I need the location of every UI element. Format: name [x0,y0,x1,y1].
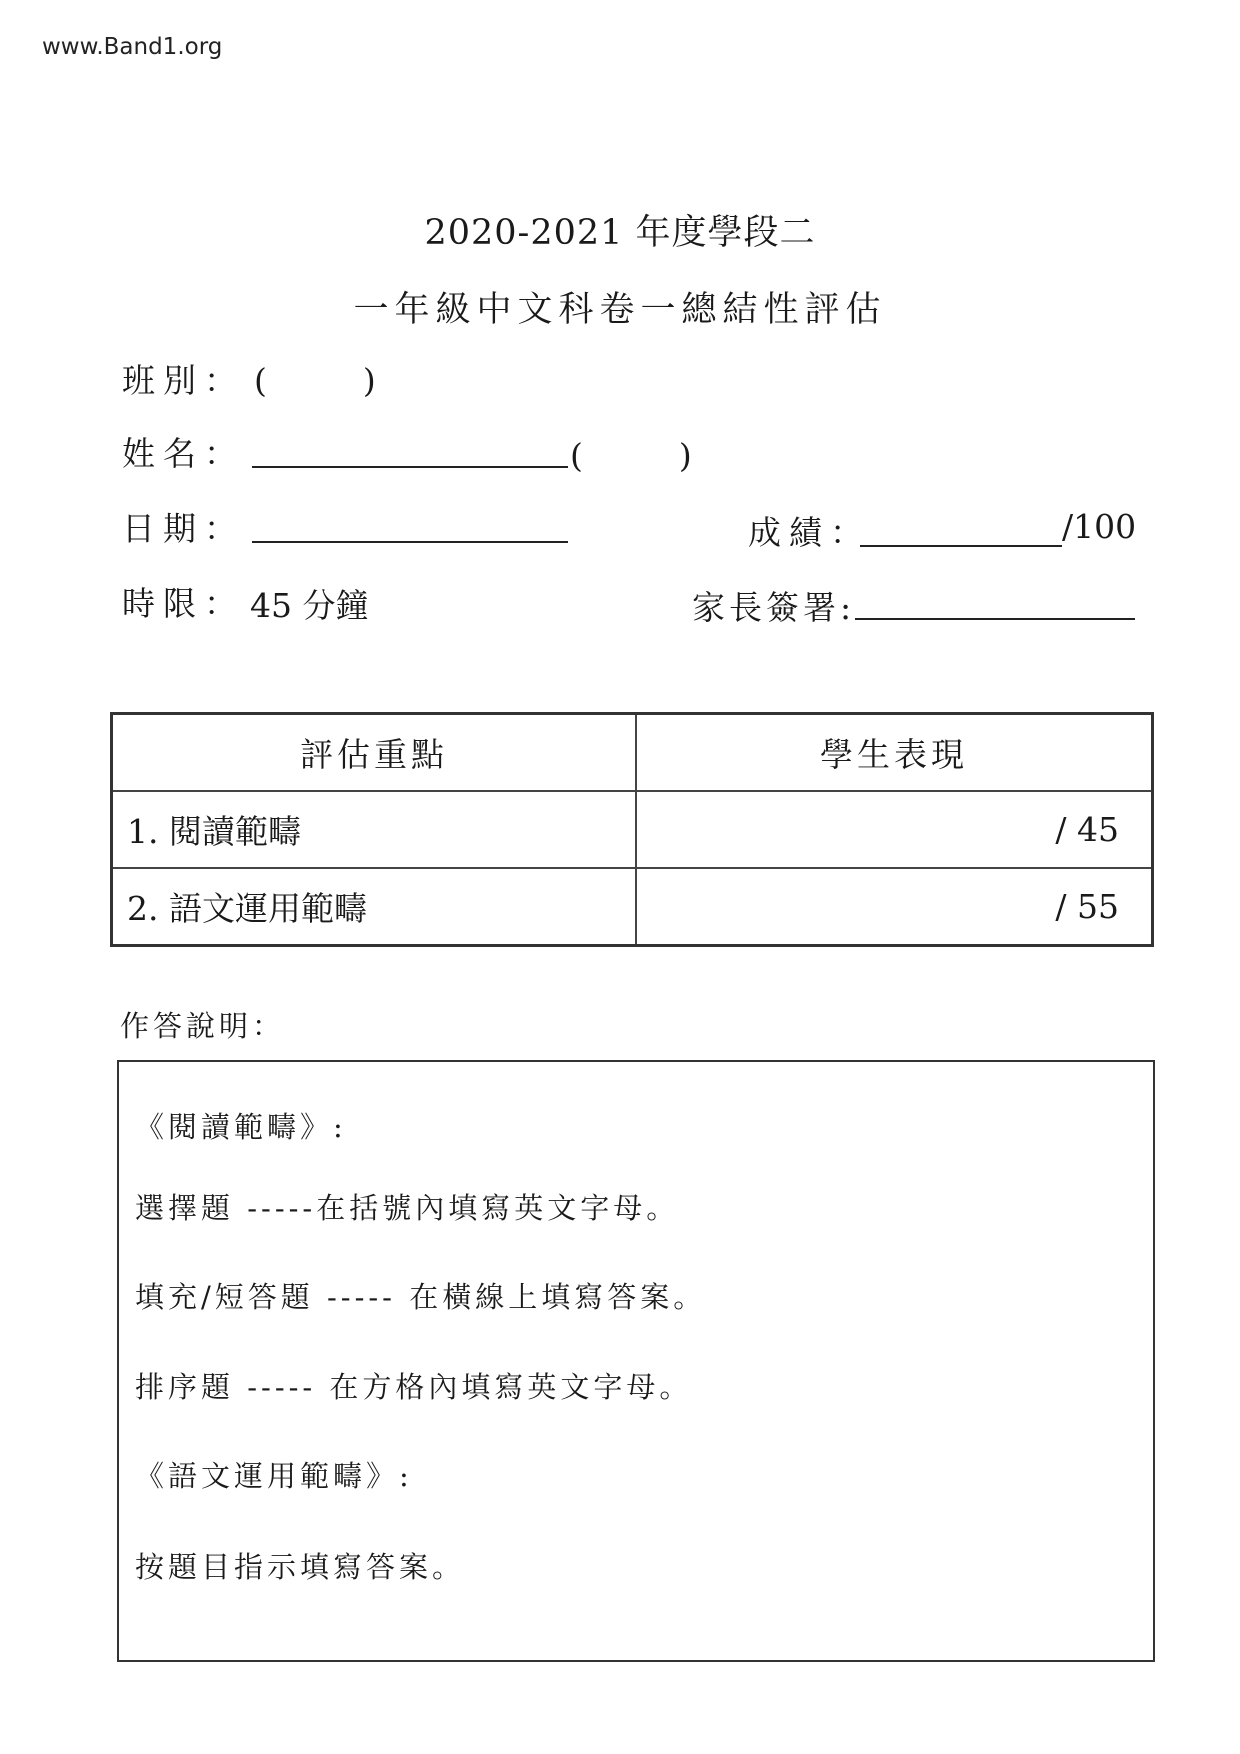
instruction-line: 選擇題 -----在括號內填寫英文字母。 [135,1191,680,1225]
table-header: 學生表現 [636,714,1153,792]
instruction-line: 填充/短答題 ----- 在橫線上填寫答案。 [135,1280,707,1314]
name-input-line[interactable] [252,466,568,468]
date-label: 日期： [122,509,245,548]
instruction-line: 《語文運用範疇》: [135,1459,413,1493]
table-header-row [112,714,1153,792]
class-field[interactable]: ( ) [254,361,386,400]
table-header: 評估重點 [112,714,637,792]
score-label: 成績： [748,513,871,552]
paper-title: 一年級中文科卷一總結性評估 [353,290,887,330]
instruction-line: 按題目指示填寫答案。 [135,1550,466,1584]
parent-signature-label: 家長簽署: [692,588,856,627]
score-total: /100 [1062,507,1137,546]
table-row [112,791,1153,868]
table-cell-item: 1. 閱讀範疇 [112,791,637,868]
table-row [112,868,1153,946]
time-label: 時限： [122,584,245,623]
instruction-line: 排序題 ----- 在方格內填寫英文字母。 [135,1370,693,1404]
class-label: 班別： [122,361,245,400]
table-cell-score[interactable]: / 45 [636,791,1153,868]
name-label: 姓名： [122,434,245,473]
instruction-line: 《閱讀範疇》: [135,1110,347,1144]
paper-year-title: 2020-2021 年度學段二 [424,213,816,253]
assessment-table [110,712,1154,947]
date-input-line[interactable] [252,541,568,543]
table-cell-score[interactable]: / 55 [636,868,1153,946]
parent-signature-line[interactable] [855,618,1135,620]
watermark: www.Band1.org [42,34,223,60]
table-cell-item: 2. 語文運用範疇 [112,868,637,946]
score-input-line[interactable] [860,545,1062,547]
instructions-title: 作答說明： [120,1009,286,1043]
class-number-field[interactable]: ( ) [570,436,702,475]
time-value: 45 分鐘 [250,586,369,625]
